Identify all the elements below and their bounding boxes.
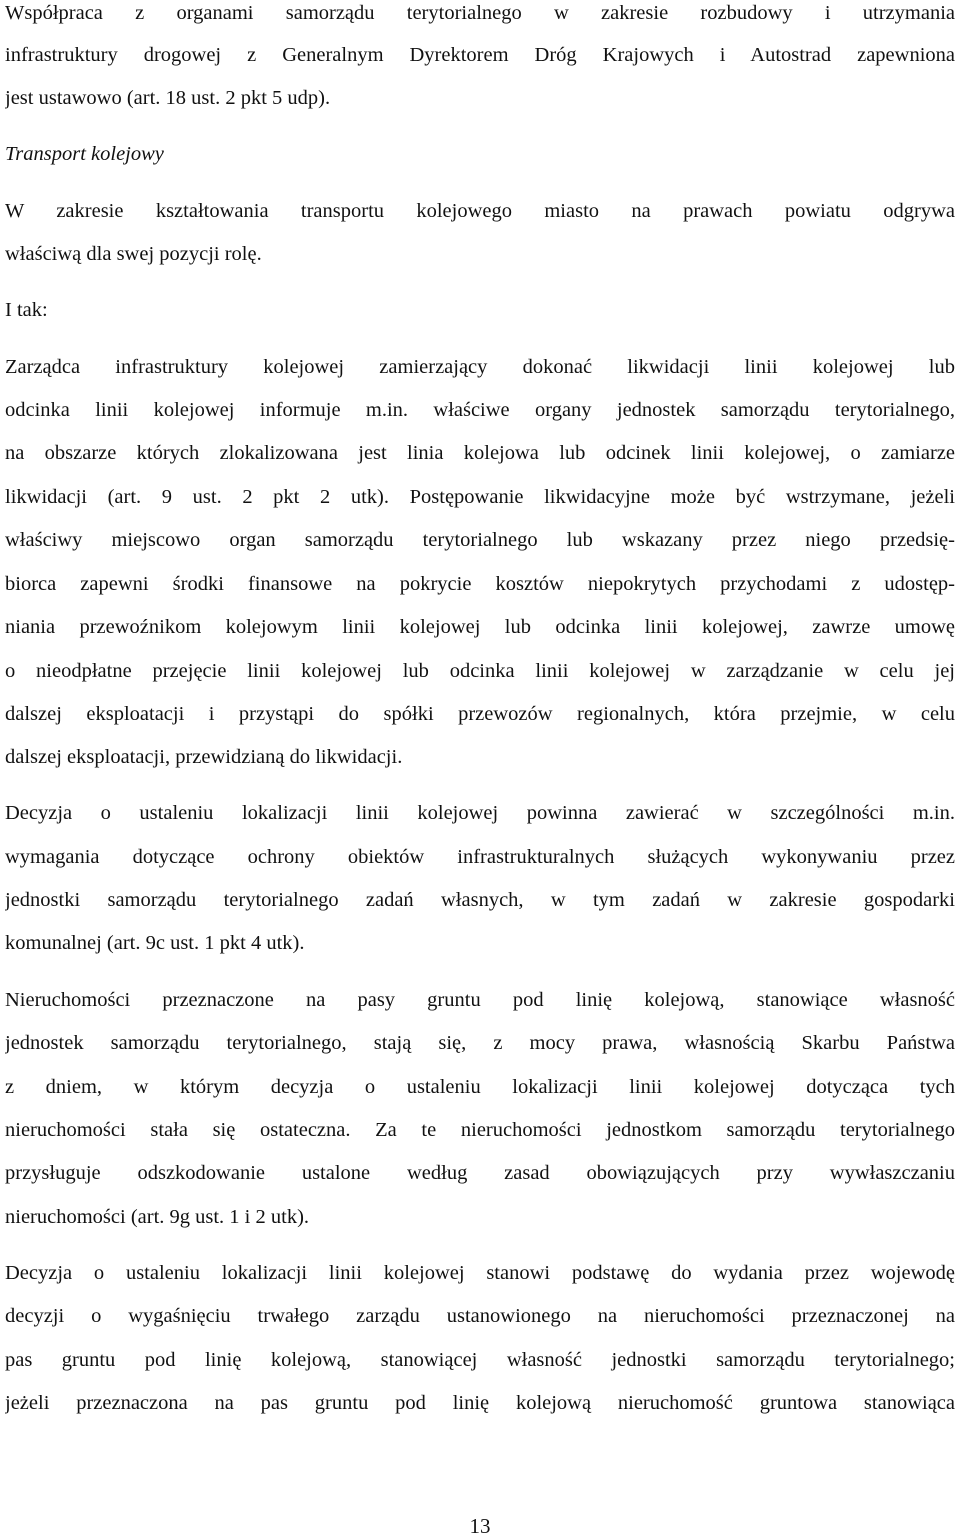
- paragraph-line: infrastruktury drogowej z Generalnym Dyrektorem Dróg Krajowych i Autostrad zapewniona: [5, 44, 955, 66]
- paragraph-line: I tak:: [5, 299, 48, 321]
- paragraph-line: komunalnej (art. 9c ust. 1 pkt 4 utk).: [5, 932, 305, 954]
- paragraph-line: jest ustawowo (art. 18 ust. 2 pkt 5 udp).: [5, 87, 331, 109]
- paragraph-line: wymagania dotyczące ochrony obiektów infrastrukturalnych służących wykonywaniu przez: [5, 846, 955, 868]
- paragraph-line: jednostek samorządu terytorialnego, stają się, z mocy prawa, własnością Skarbu Państwa: [5, 1032, 955, 1054]
- paragraph-line: nieruchomości (art. 9g ust. 1 i 2 utk).: [5, 1206, 310, 1228]
- paragraph-line: Decyzja o ustaleniu lokalizacji linii kolejowej powinna zawierać w szczególności m.in.: [5, 802, 955, 824]
- paragraph-line: pas gruntu pod linię kolejową, stanowiącej własność jednostki samorządu terytorialnego;: [5, 1349, 955, 1371]
- paragraph-line: jeżeli przeznaczona na pas gruntu pod linię kolejową nieruchomość gruntowa stanowiąca: [5, 1392, 955, 1414]
- page-number: 13: [469, 1514, 491, 1538]
- paragraph-line: Nieruchomości przeznaczone na pasy gruntu pod linię kolejową, stanowiące własność: [5, 989, 955, 1011]
- paragraph-line: jednostki samorządu terytorialnego zadań własnych, w tym zadań w zakresie gospodarki: [5, 889, 955, 911]
- paragraph-line: o nieodpłatne przejęcie linii kolejowej lub odcinka linii kolejowej w zarządzanie w celu jej: [5, 660, 955, 682]
- paragraph-line: właściwą dla swej pozycji rolę.: [5, 243, 262, 265]
- paragraph-line: Zarządca infrastruktury kolejowej zamierzający dokonać likwidacji linii kolejowej lub: [5, 356, 955, 378]
- paragraph-line: na obszarze których zlokalizowana jest linia kolejowa lub odcinek linii kolejowej, o zamiarze: [5, 442, 955, 464]
- paragraph-line: biorca zapewni środki finansowe na pokrycie kosztów niepokrytych przychodami z udostęp-: [5, 573, 955, 595]
- paragraph-line: decyzji o wygaśnięciu trwałego zarządu ustanowionego na nieruchomości przeznaczonej na: [5, 1305, 955, 1327]
- paragraph-line: z dniem, w którym decyzja o ustaleniu lokalizacji linii kolejowej dotycząca tych: [5, 1076, 955, 1098]
- paragraph-line: dalszej eksploatacji i przystąpi do spółki przewozów regionalnych, która przejmie, w celu: [5, 703, 955, 725]
- paragraph-line: właściwy miejscowo organ samorządu terytorialnego lub wskazany przez niego przedsię-: [5, 529, 955, 551]
- paragraph-line: nieruchomości stała się ostateczna. Za te nieruchomości jednostkom samorządu terytorialnego: [5, 1119, 955, 1141]
- paragraph-line: W zakresie kształtowania transportu kolejowego miasto na prawach powiatu odgrywa: [5, 200, 955, 222]
- paragraph-line: Decyzja o ustaleniu lokalizacji linii kolejowej stanowi podstawę do wydania przez wojewodę: [5, 1262, 955, 1284]
- paragraph-line: likwidacji (art. 9 ust. 2 pkt 2 utk). Postępowanie likwidacyjne może być wstrzymane, jeżeli: [5, 486, 955, 508]
- paragraph-line: Współpraca z organami samorządu terytorialnego w zakresie rozbudowy i utrzymania: [5, 2, 955, 24]
- paragraph-line: przysługuje odszkodowanie ustalone według zasad obowiązujących przy wywłaszczaniu: [5, 1162, 955, 1184]
- section-heading: Transport kolejowy: [5, 143, 164, 165]
- paragraph-line: dalszej eksploatacji, przewidzianą do likwidacji.: [5, 746, 403, 768]
- paragraph-line: niania przewoźnikom kolejowym linii kolejowej lub odcinka linii kolejowej, zawrze umowę: [5, 616, 955, 638]
- paragraph-line: odcinka linii kolejowej informuje m.in. właściwe organy jednostek samorządu terytorialnego,: [5, 399, 955, 421]
